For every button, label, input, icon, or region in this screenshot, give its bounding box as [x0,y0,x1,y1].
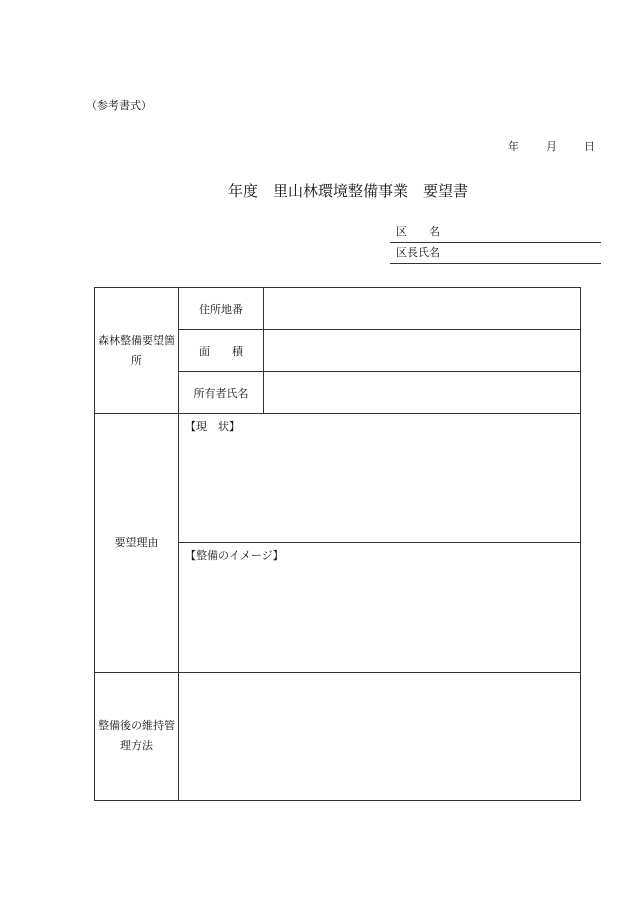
reason-section-label: 要望理由 [95,414,179,673]
table-row [95,288,581,330]
address-field [264,288,581,330]
location-section-label: 森林整備要望箇所 [95,288,179,414]
owner-field [264,372,581,414]
maintenance-field [179,672,581,800]
date-day-label: 日 [584,140,595,153]
current-state-label: 【現 状】 [185,420,240,434]
address-label: 住所地番 [179,288,264,330]
table-row [95,414,581,543]
current-state-field [179,414,581,543]
improvement-image-label: 【整備のイメージ】 [185,549,284,563]
document-title: 年度 里山林環境整備事業 要望書 [228,182,469,200]
signature-block [390,222,601,264]
owner-label: 所有者氏名 [179,372,264,414]
maintenance-label: 整備後の維持管理方法 [95,672,179,800]
date-month-label: 月 [546,140,557,153]
reference-format-label: （参考書式） [86,99,152,112]
area-label: 面 積 [179,330,264,372]
ward-name-field: 区 名 [390,222,601,243]
table-row [95,672,581,800]
date-year-label: 年 [508,140,519,153]
ward-head-name-field: 区長氏名 [390,243,601,264]
date-line [508,138,595,154]
area-field [264,330,581,372]
request-form-table [94,287,581,801]
improvement-image-field [179,543,581,672]
